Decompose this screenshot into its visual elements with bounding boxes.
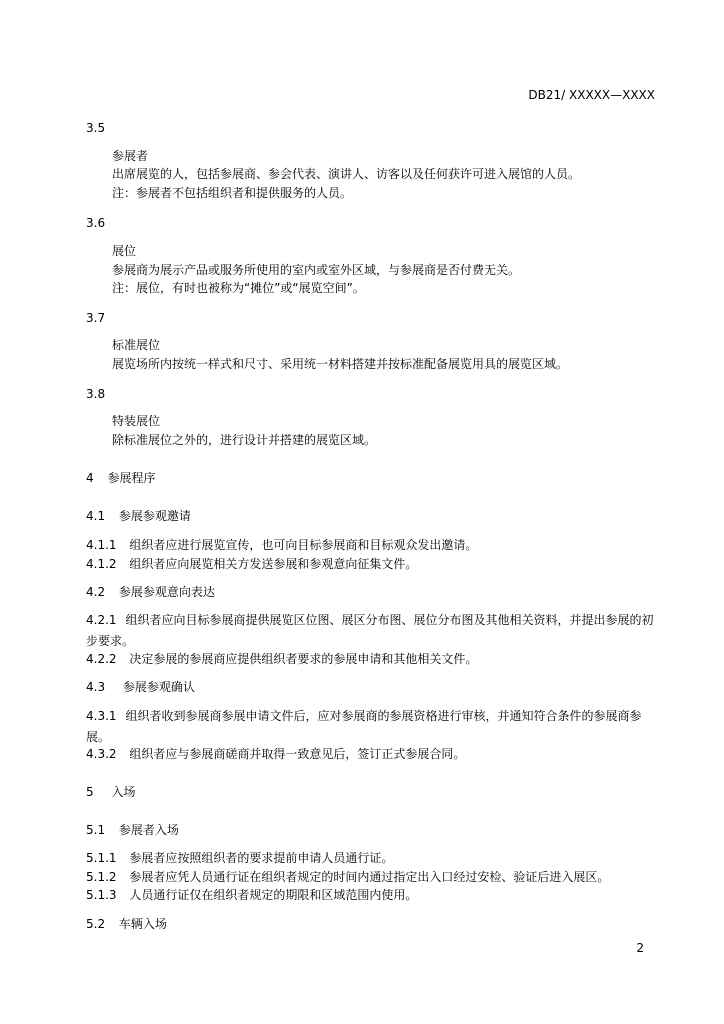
clause bbox=[86, 889, 417, 901]
term-note: 注：参展者不包括组织者和提供服务的人员。 bbox=[112, 186, 353, 200]
term-definition: 参展商为展示产品或服务所使用的室内或室外区域，与参展商是否付费无关。 bbox=[112, 263, 521, 277]
clause-number: 5.1.2 bbox=[86, 870, 117, 884]
term-definition: 出席展览的人，包括参展商、参会代表、演讲人、访客以及任何获许可进入展馆的人员。 bbox=[112, 167, 581, 181]
clause bbox=[86, 852, 393, 864]
term-title: 特装展位 bbox=[112, 414, 161, 428]
clause-text: 组织者应向目标参展商提供展览区位图、展区分布图、展位分布图及其他相关资料，并提出参展的初步要求。 bbox=[86, 613, 654, 648]
subsection-title: 车辆入场 bbox=[118, 917, 167, 931]
subsection-heading bbox=[86, 681, 195, 693]
subsection-number: 4.2 bbox=[86, 585, 106, 599]
clause-number: 4.3.2 bbox=[86, 747, 117, 761]
term-definition: 除标准展位之外的，进行设计并搭建的展览区域。 bbox=[112, 433, 377, 447]
term-number: 3.7 bbox=[86, 311, 106, 325]
clause-text: 参展者应按照组织者的要求提前申请人员通行证。 bbox=[129, 851, 394, 865]
clause-text: 组织者收到参展商参展申请文件后，应对参展商的参展资格进行审核，并通知符合条件的参展商参展。 bbox=[86, 709, 642, 744]
clause-number: 5.1.1 bbox=[86, 851, 117, 865]
clause bbox=[86, 706, 658, 748]
term-number: 3.8 bbox=[86, 387, 106, 401]
term-note: 注：展位，有时也被称为“摊位”或“展览空间”。 bbox=[112, 281, 365, 295]
clause-number: 4.2.1 bbox=[86, 613, 117, 627]
section-number: 5 bbox=[86, 785, 94, 799]
section-heading bbox=[86, 472, 155, 484]
page-number: 2 bbox=[636, 941, 644, 955]
subsection-title: 参展参观意向表达 bbox=[118, 585, 215, 599]
subsection-number: 4.3 bbox=[86, 680, 106, 694]
clause-text: 组织者应与参展商磋商并取得一致意见后，签订正式参展合同。 bbox=[129, 747, 466, 761]
section-number: 4 bbox=[86, 471, 94, 485]
subsection-heading bbox=[86, 918, 167, 930]
clause-number: 5.1.3 bbox=[86, 888, 117, 902]
clause-text: 参展者应凭人员通行证在组织者规定的时间内通过指定出入口经过安检、验证后进入展区。 bbox=[129, 870, 610, 884]
clause bbox=[86, 610, 658, 652]
clause bbox=[86, 871, 609, 883]
clause bbox=[86, 748, 465, 760]
clause-text: 人员通行证仅在组织者规定的期限和区域范围内使用。 bbox=[129, 888, 418, 902]
term-title: 展位 bbox=[112, 244, 137, 258]
subsection-title: 参展者入场 bbox=[118, 823, 179, 837]
clause-text: 组织者应向展览相关方发送参展和参观意向征集文件。 bbox=[129, 557, 418, 571]
subsection-number: 5.1 bbox=[86, 823, 106, 837]
clause-number: 4.2.2 bbox=[86, 652, 117, 666]
term-definition: 展览场所内按统一样式和尺寸、采用统一材料搭建并按标准配备展览用具的展览区域。 bbox=[112, 357, 569, 371]
clause bbox=[86, 539, 477, 551]
clause-number: 4.1.1 bbox=[86, 538, 117, 552]
document-code: DB21/ XXXXX—XXXX bbox=[528, 88, 655, 102]
clause bbox=[86, 558, 417, 570]
clause-text: 决定参展的参展商应提供组织者要求的参展申请和其他相关文件。 bbox=[129, 652, 478, 666]
section-title: 参展程序 bbox=[107, 471, 156, 485]
subsection-heading bbox=[86, 510, 191, 522]
clause-number: 4.3.1 bbox=[86, 709, 117, 723]
term-title: 参展者 bbox=[112, 149, 149, 163]
subsection-title: 参展参观确认 bbox=[122, 680, 195, 694]
subsection-number: 4.1 bbox=[86, 509, 106, 523]
subsection-title: 参展参观邀请 bbox=[118, 509, 191, 523]
subsection-number: 5.2 bbox=[86, 917, 106, 931]
section-title: 入场 bbox=[111, 785, 136, 799]
clause-text: 组织者应进行展览宣传，也可向目标参展商和目标观众发出邀请。 bbox=[129, 538, 478, 552]
term-number: 3.6 bbox=[86, 216, 106, 230]
subsection-heading bbox=[86, 586, 215, 598]
subsection-heading bbox=[86, 824, 179, 836]
clause bbox=[86, 653, 477, 665]
term-number: 3.5 bbox=[86, 121, 106, 135]
clause-number: 4.1.2 bbox=[86, 557, 117, 571]
section-heading bbox=[86, 786, 135, 798]
term-title: 标准展位 bbox=[112, 338, 161, 352]
